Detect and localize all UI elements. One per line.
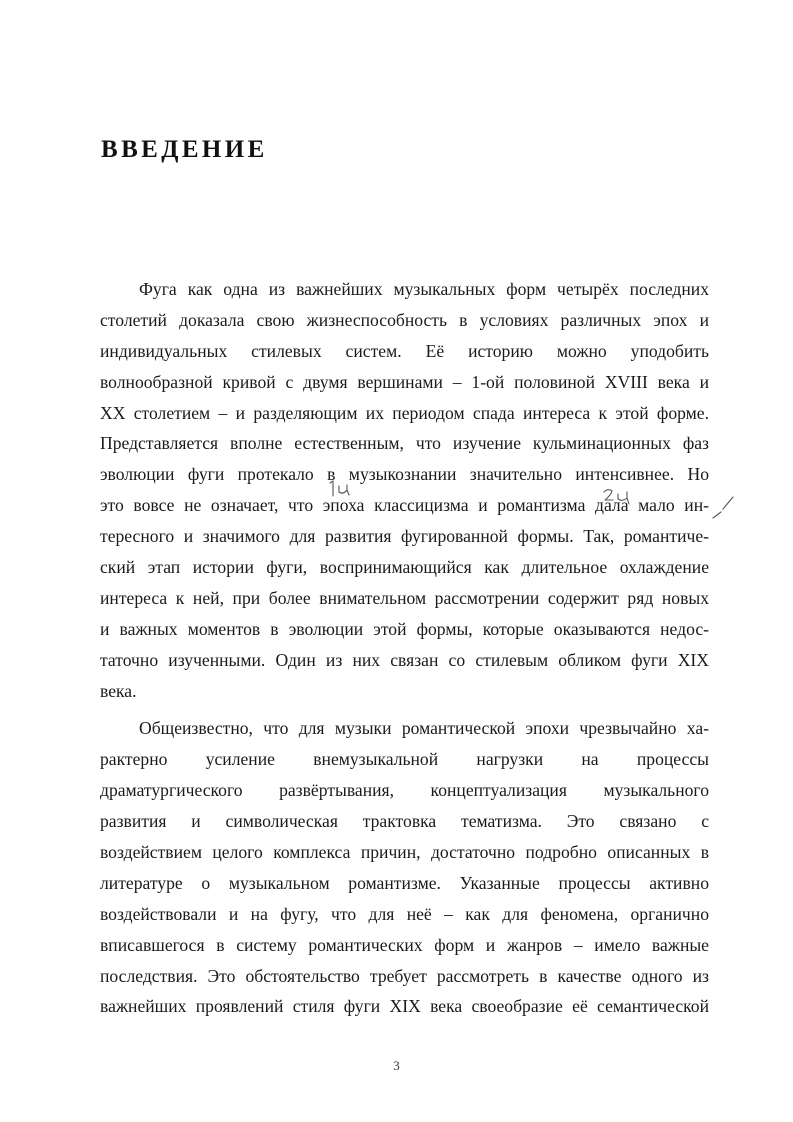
text-line: Общеизвестно, что для музыки романтической эпохи чрезвычайно ха- (139, 718, 709, 739)
body-text (100, 274, 709, 1022)
page-number: 3 (393, 1058, 400, 1073)
text-line: это вовсе не означает, что эпоха классицизма и романтизма дала мало ин- (100, 495, 709, 516)
paragraph-gap (100, 706, 709, 713)
text-line: тересного и значимого для развития фугированной формы. Так, романтиче- (100, 526, 709, 547)
text-line: таточно изученными. Один из них связан со стилевым обликом фуги XIX (100, 649, 709, 670)
text-line: последствия. Это обстоятельство требует рассмотреть в качестве одного из (100, 965, 709, 986)
text-line: драматургического развёртывания, концептуализация музыкального (100, 780, 709, 801)
text-line: вписавшегося в систему романтических форм и жанров – имело важные (100, 934, 709, 955)
text-line: эволюции фуги протекало в музыкознании значительно интенсивнее. Но (100, 464, 709, 485)
text-line: Представляется вполне естественным, что изучение кульминационных фаз (100, 433, 709, 454)
text-line: и важных моментов в эволюции этой формы, которые оказываются недос- (100, 618, 709, 639)
text-line: XX столетием – и разделяющим их периодом спада интереса к этой форме. (100, 402, 709, 423)
text-line: ский этап истории фуги, воспринимающийся как длительное охлаждение (100, 557, 709, 578)
paragraph-2 (100, 713, 709, 1022)
text-line: века. (100, 680, 137, 701)
text-line: волнообразной кривой с двумя вершинами – 1-ой половиной XVIII века и (100, 371, 709, 392)
text-line: развития и символическая трактовка тематизма. Это связано с (100, 811, 709, 832)
text-line: воздействием целого комплекса причин, достаточно подробно описанных в (100, 842, 709, 863)
text-line: важнейших проявлений стиля фуги XIX века своеобразие её семантической (100, 996, 709, 1017)
text-line: столетий доказала свою жизнеспособность в условиях различных эпох и (100, 309, 709, 330)
text-line: индивидуальных стилевых систем. Её историю можно уподобить (100, 340, 709, 361)
text-line: рактерно усиление внемузыкальной нагрузки на процессы (100, 749, 709, 770)
margin-check-mark (713, 497, 733, 518)
paragraph-1 (100, 274, 709, 706)
text-line: воздействовали и на фугу, что для неё – как для феномена, органично (100, 903, 709, 924)
text-line: Фуга как одна из важнейших музыкальных форм четырёх последних (139, 279, 709, 299)
section-heading: ВВЕДЕНИЕ (101, 136, 268, 163)
text-line: литературе о музыкальном романтизме. Указанные процессы активно (100, 872, 709, 893)
text-line: интереса к ней, при более внимательном рассмотрении содержит ряд новых (100, 587, 709, 608)
